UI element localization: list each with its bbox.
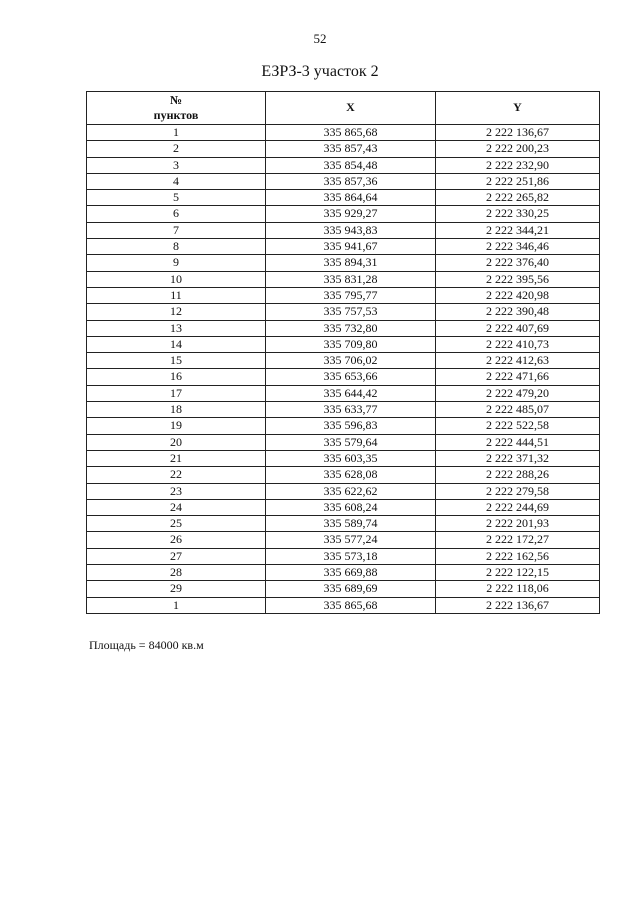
point-number-cell: 7 bbox=[87, 222, 266, 238]
y-coordinate-cell: 2 222 390,48 bbox=[436, 304, 600, 320]
y-coordinate-cell: 2 222 371,32 bbox=[436, 450, 600, 466]
x-coordinate-cell: 335 589,74 bbox=[266, 516, 436, 532]
point-number-cell: 4 bbox=[87, 173, 266, 189]
table-header-row bbox=[87, 92, 600, 125]
point-number-cell: 29 bbox=[87, 581, 266, 597]
y-coordinate-cell: 2 222 420,98 bbox=[436, 287, 600, 303]
x-coordinate-cell: 335 831,28 bbox=[266, 271, 436, 287]
point-number-cell: 13 bbox=[87, 320, 266, 336]
y-coordinate-cell: 2 222 172,27 bbox=[436, 532, 600, 548]
x-coordinate-cell: 335 941,67 bbox=[266, 239, 436, 255]
table-row bbox=[87, 369, 600, 385]
area-note: Площадь = 84000 кв.м bbox=[89, 638, 204, 652]
point-number-cell: 15 bbox=[87, 353, 266, 369]
table-row bbox=[87, 385, 600, 401]
point-number-cell: 27 bbox=[87, 548, 266, 564]
y-coordinate-cell: 2 222 444,51 bbox=[436, 434, 600, 450]
point-number-cell: 5 bbox=[87, 190, 266, 206]
x-coordinate-cell: 335 577,24 bbox=[266, 532, 436, 548]
table-row bbox=[87, 255, 600, 271]
y-coordinate-cell: 2 222 265,82 bbox=[436, 190, 600, 206]
x-coordinate-cell: 335 573,18 bbox=[266, 548, 436, 564]
x-coordinate-cell: 335 857,36 bbox=[266, 173, 436, 189]
point-number-cell: 22 bbox=[87, 467, 266, 483]
x-coordinate-cell: 335 689,69 bbox=[266, 581, 436, 597]
point-number-cell: 20 bbox=[87, 434, 266, 450]
x-coordinate-cell: 335 644,42 bbox=[266, 385, 436, 401]
point-number-cell: 23 bbox=[87, 483, 266, 499]
table-row bbox=[87, 353, 600, 369]
y-coordinate-cell: 2 222 376,40 bbox=[436, 255, 600, 271]
x-coordinate-cell: 335 865,68 bbox=[266, 125, 436, 141]
table-row bbox=[87, 320, 600, 336]
y-coordinate-cell: 2 222 288,26 bbox=[436, 467, 600, 483]
point-number-cell: 2 bbox=[87, 141, 266, 157]
y-coordinate-cell: 2 222 136,67 bbox=[436, 125, 600, 141]
y-coordinate-cell: 2 222 344,21 bbox=[436, 222, 600, 238]
x-coordinate-cell: 335 929,27 bbox=[266, 206, 436, 222]
y-coordinate-cell: 2 222 412,63 bbox=[436, 353, 600, 369]
point-number-cell: 1 bbox=[87, 597, 266, 613]
point-number-cell: 9 bbox=[87, 255, 266, 271]
table-row bbox=[87, 467, 600, 483]
table-row bbox=[87, 581, 600, 597]
y-coordinate-cell: 2 222 279,58 bbox=[436, 483, 600, 499]
x-coordinate-cell: 335 706,02 bbox=[266, 353, 436, 369]
x-coordinate-cell: 335 864,64 bbox=[266, 190, 436, 206]
y-coordinate-cell: 2 222 471,66 bbox=[436, 369, 600, 385]
x-coordinate-cell: 335 854,48 bbox=[266, 157, 436, 173]
x-coordinate-cell: 335 865,68 bbox=[266, 597, 436, 613]
point-number-cell: 1 bbox=[87, 125, 266, 141]
point-number-cell: 25 bbox=[87, 516, 266, 532]
y-coordinate-cell: 2 222 479,20 bbox=[436, 385, 600, 401]
point-number-cell: 11 bbox=[87, 287, 266, 303]
table-row bbox=[87, 125, 600, 141]
y-coordinate-cell: 2 222 395,56 bbox=[436, 271, 600, 287]
x-coordinate-cell: 335 596,83 bbox=[266, 418, 436, 434]
page-number: 52 bbox=[313, 31, 327, 46]
x-coordinate-cell: 335 653,66 bbox=[266, 369, 436, 385]
y-coordinate-cell: 2 222 346,46 bbox=[436, 239, 600, 255]
x-coordinate-cell: 335 857,43 bbox=[266, 141, 436, 157]
document-title: ЕЗРЗ-3 участок 2 bbox=[261, 63, 379, 80]
y-coordinate-cell: 2 222 118,06 bbox=[436, 581, 600, 597]
y-coordinate-cell: 2 222 522,58 bbox=[436, 418, 600, 434]
point-number-cell: 3 bbox=[87, 157, 266, 173]
point-number-cell: 14 bbox=[87, 336, 266, 352]
header-number-sign: № bbox=[169, 92, 183, 107]
point-number-cell: 21 bbox=[87, 450, 266, 466]
point-number-cell: 17 bbox=[87, 385, 266, 401]
y-coordinate-cell: 2 222 201,93 bbox=[436, 516, 600, 532]
y-coordinate-cell: 2 222 330,25 bbox=[436, 206, 600, 222]
y-coordinate-cell: 2 222 162,56 bbox=[436, 548, 600, 564]
x-coordinate-cell: 335 757,53 bbox=[266, 304, 436, 320]
table-row bbox=[87, 141, 600, 157]
table-row bbox=[87, 548, 600, 564]
y-coordinate-cell: 2 222 244,69 bbox=[436, 499, 600, 515]
x-coordinate-cell: 335 628,08 bbox=[266, 467, 436, 483]
point-number-cell: 12 bbox=[87, 304, 266, 320]
x-coordinate-cell: 335 633,77 bbox=[266, 402, 436, 418]
point-number-cell: 18 bbox=[87, 402, 266, 418]
point-number-cell: 16 bbox=[87, 369, 266, 385]
table-row bbox=[87, 157, 600, 173]
table-row bbox=[87, 222, 600, 238]
table-row bbox=[87, 271, 600, 287]
x-coordinate-cell: 335 603,35 bbox=[266, 450, 436, 466]
y-coordinate-cell: 2 222 407,69 bbox=[436, 320, 600, 336]
x-coordinate-cell: 335 894,31 bbox=[266, 255, 436, 271]
table-row bbox=[87, 287, 600, 303]
point-number-cell: 8 bbox=[87, 239, 266, 255]
point-number-cell: 19 bbox=[87, 418, 266, 434]
table-row bbox=[87, 304, 600, 320]
table-row bbox=[87, 239, 600, 255]
header-y: Y bbox=[436, 92, 600, 125]
table-row bbox=[87, 402, 600, 418]
table-row bbox=[87, 597, 600, 613]
x-coordinate-cell: 335 795,77 bbox=[266, 287, 436, 303]
table-row bbox=[87, 483, 600, 499]
coordinates-table bbox=[86, 91, 600, 614]
x-coordinate-cell: 335 608,24 bbox=[266, 499, 436, 515]
header-points-label: пунктов bbox=[153, 108, 199, 122]
x-coordinate-cell: 335 622,62 bbox=[266, 483, 436, 499]
point-number-cell: 28 bbox=[87, 565, 266, 581]
y-coordinate-cell: 2 222 410,73 bbox=[436, 336, 600, 352]
point-number-cell: 6 bbox=[87, 206, 266, 222]
table-row bbox=[87, 173, 600, 189]
table-row bbox=[87, 532, 600, 548]
y-coordinate-cell: 2 222 122,15 bbox=[436, 565, 600, 581]
x-coordinate-cell: 335 709,80 bbox=[266, 336, 436, 352]
x-coordinate-cell: 335 579,64 bbox=[266, 434, 436, 450]
point-number-cell: 24 bbox=[87, 499, 266, 515]
table-row bbox=[87, 434, 600, 450]
point-number-cell: 26 bbox=[87, 532, 266, 548]
table-row bbox=[87, 418, 600, 434]
header-x: X bbox=[266, 92, 436, 125]
header-point-number bbox=[87, 92, 266, 125]
table-row bbox=[87, 516, 600, 532]
table-row bbox=[87, 499, 600, 515]
y-coordinate-cell: 2 222 232,90 bbox=[436, 157, 600, 173]
table-row bbox=[87, 565, 600, 581]
y-coordinate-cell: 2 222 251,86 bbox=[436, 173, 600, 189]
y-coordinate-cell: 2 222 485,07 bbox=[436, 402, 600, 418]
table-row bbox=[87, 190, 600, 206]
table-row bbox=[87, 450, 600, 466]
table-body bbox=[87, 125, 600, 614]
point-number-cell: 10 bbox=[87, 271, 266, 287]
table-row bbox=[87, 336, 600, 352]
x-coordinate-cell: 335 943,83 bbox=[266, 222, 436, 238]
x-coordinate-cell: 335 732,80 bbox=[266, 320, 436, 336]
x-coordinate-cell: 335 669,88 bbox=[266, 565, 436, 581]
table-row bbox=[87, 206, 600, 222]
y-coordinate-cell: 2 222 136,67 bbox=[436, 597, 600, 613]
y-coordinate-cell: 2 222 200,23 bbox=[436, 141, 600, 157]
